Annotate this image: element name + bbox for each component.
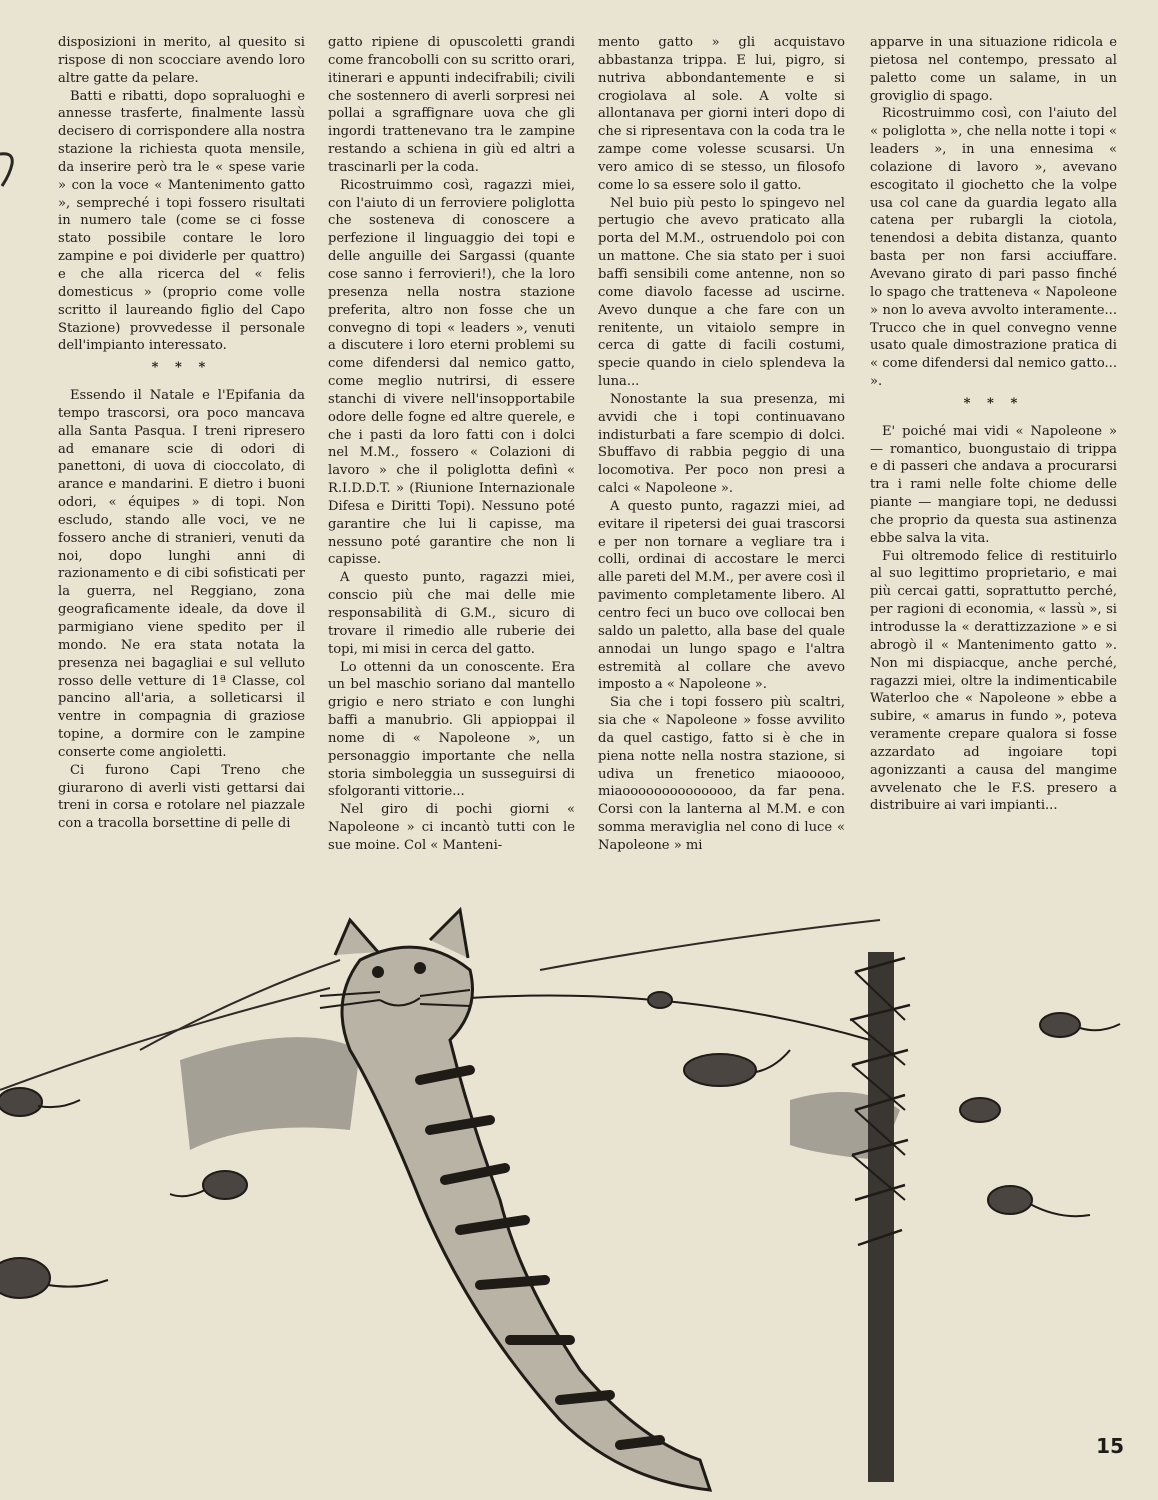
section-separator: * * * xyxy=(963,395,1024,411)
paragraph: Nonostante la sua presenza, mi avvidi che i topi continuavano indisturbati a fare scempio di dolci. Sbuffavo di rabbia peggio di una locomotiva. Per poco non presi a calci « Napoleone ». xyxy=(598,391,845,497)
mouse-icon xyxy=(960,1098,1000,1122)
mouse-icon xyxy=(1040,1013,1120,1037)
paragraph: A questo punto, ragazzi miei, conscio più che mai delle mie responsabilità di G.M., sicuro di trovare il rimedio alle ruberie dei topi, mi misi in cerca del gatto. xyxy=(328,570,575,657)
mice xyxy=(0,992,1120,1298)
paragraph: Lo ottenni da un conoscente. Era un bel maschio soriano dal mantello grigio e nero striato e con lunghi baffi a manubrio. Gli appioppai il nome di « Napoleone », un personaggio importante che nella storia simboleggia un susseguirsi di sfolgoranti vittorie... xyxy=(328,659,575,800)
mouse-icon xyxy=(0,1258,108,1298)
text-column-1 xyxy=(58,34,305,894)
mouse-icon xyxy=(170,1171,247,1199)
paragraph: E' poiché mai vidi « Napoleone » — romantico, buongustaio di trippa e di passeri che andava a procurarsi tra i rami nelle folte chiome delle piante — mangiare topi, ne dedussi che proprio da questa sua astinenza ebbe salva la vita. xyxy=(870,423,1117,546)
paragraph: Ricostruimmo così, con l'aiuto del « poliglotta », che nella notte i topi « leaders », in una ennesima « colazione di lavoro », avevano escogitato il giochetto che la volpe usa col cane da guardia legato alla catena per rubargli la ciotola, tenendosi a debita distanza, quanto basta per non farsi acciuffare. Avevano girato di pari passo finché lo spago che tratteneva « Napoleone » non lo aveva avvolto interamente... Trucco che in quel convegno venne usato quale dimostrazione pratica di « come difendersi dal nemico gatto... ». xyxy=(870,106,1117,390)
paragraph: disposizioni in merito, al quesito si rispose di non scocciare avendo loro altre gatte da pelare. xyxy=(58,35,305,86)
mouse-icon xyxy=(988,1186,1090,1216)
text-column-2 xyxy=(328,34,575,894)
text-column-3 xyxy=(598,34,845,894)
article-body xyxy=(58,34,1120,894)
paragraph: Ci furono Capi Treno che giurarono di averli visti gettarsi dai treni in corsa e rotolare nel piazzale con a tracolla borsettine di pelle di xyxy=(58,762,305,832)
paragraph: apparve in una situazione ridicola e pietosa nel contempo, pressato al paletto come un salame, in un groviglio di spago. xyxy=(870,35,1117,104)
cat-tied-to-post-illustration xyxy=(0,900,1158,1500)
paragraph: Fui oltremodo felice di restituirlo al suo legittimo proprietario, e mai più cercai gatti, soprattutto perché, per ragioni di economia, « lassù », si introdusse la « derattizzazione » e si abrogò il « Mantenimento gatto ». Non mi dispiacque, anche perché, ragazzi miei, oltre la indimenticabile Waterloo che « Napoleone » ebbe a subire, « amarus in fundo », poteva veramente crepare qualora si fosse azzardato ad ingoiare topi agonizzanti a causa del mangime avvelenato che le F.S. presero a distribuire ai vari impianti... xyxy=(870,548,1117,814)
wash-patches xyxy=(180,1037,900,1160)
pole xyxy=(850,952,910,1482)
paragraph: Sia che i topi fossero più scaltri, sia che « Napoleone » fosse avvilito da quel castigo, fatto si è che in piena notte nella nostra stazione, si udiva un frenetico miaooooo, miaoooooooooooooo, da far pena. Corsi con la lanterna al M.M. e con somma meraviglia nel cono di luce « Napoleone » mi xyxy=(598,695,845,853)
page-number: 15 xyxy=(1096,1434,1124,1458)
mouse-icon xyxy=(648,992,672,1008)
text-column-4 xyxy=(870,34,1117,894)
paragraph: Nel giro di pochi giorni « Napoleone » ci incantò tutti con le sue moine. Col « Manteni- xyxy=(328,802,575,853)
paragraph: Essendo il Natale e l'Epifania da tempo trascorsi, ora poco mancava alla Santa Pasqua. I treni ripresero ad emanare scie di odori di panettoni, di uova di cioccolato, di arance e mandarini. E dietro i buoni odori, « équipes » di topi. Non escludo, stando alle voci, ve ne fossero anche di stranieri, venuti da noi, dopo lunghi anni di razionamento e di cibi sofisticati per la guerra, nel Reggiano, zona geograficamente ideale, da dove il parmigiano viene spedito per il mondo. Ne era stata notata la presenza nei bagagliai e sul velluto rosso delle vetture di 1ª Classe, col pancino all'aria, a solleticarsi il ventre in compagnia di graziose topine, a dormire con le zampine conserte come angioletti. xyxy=(58,388,305,760)
paragraph: mento gatto » gli acquistavo abbastanza trippa. E lui, pigro, si nutriva abbondantemente e si crogiolava al sole. A volte si allontanava per giorni interi dopo di che si ripresentava con la coda tra le zampe come volesse scusarsi. Un vero amico di se stesso, un filosofo come lo sa essere solo il gatto. xyxy=(598,35,845,193)
paragraph: Batti e ribatti, dopo sopraluoghi e annesse trasferte, finalmente lassù decisero di corrispondere alla nostra stazione la richiesta quota mensile, da inserire però tra le « spese varie » con la voce « Mantenimento gatto », sempreché i topi fossero risultati in numero tale (come se ci fosse stato possibile contare le loro zampine e poi dividerle per quattro) e che alla ricerca del « felis domesticus » (proprio come volle scritto il laureando figlio del Capo Stazione) provvedesse il personale dell'impianto interessato. xyxy=(58,88,305,354)
mouse-icon xyxy=(684,1050,790,1086)
partial-drawing-stroke xyxy=(0,150,20,190)
paragraph: A questo punto, ragazzi miei, ad evitare il ripetersi dei guai trascorsi e per non tornare a vegliare tra i colli, ordinai di accostare le merci alle pareti del M.M., per avere così il pavimento completamente libero. Al centro feci un buco ove collocai ben saldo un paletto, alla base del quale annodai un lungo spago e l'altra estremità al collare che avevo imposto a « Napoleone ». xyxy=(598,498,845,693)
paragraph: gatto ripiene di opuscoletti grandi come francobolli con su scritto orari, itinerari e appunti indecifrabili; civili che sostennero di averli sorpresi nei pollai a sgraffignare uova che gli ingordi trattenevano tra le zampine restando a schiena in giù ed altri a trascinarli per la coda. xyxy=(328,35,575,175)
section-separator: * * * xyxy=(151,360,212,376)
paragraph: Nel buio più pesto lo spingevo nel pertugio che avevo praticato alla porta del M.M., ostruendolo poi con un mattone. Che sia stato per i suoi baffi sensibili come antenne, non so come diavolo facesse ad uscirne. Avevo dunque a che fare con un renitente, un vitaiolo sempre in cerca di gatte di facili costumi, specie quando in cielo splendeva la luna... xyxy=(598,195,845,390)
paragraph: Ricostruimmo così, ragazzi miei, con l'aiuto di un ferroviere poliglotta che sosteneva di conoscere a perfezione il linguaggio dei topi e delle anguille dei Sargassi (quante cose sanno i ferrovieri!), che la loro presenza nella nostra stazione preferita, altro non fosse che un convegno di topi « leaders », venuti a discutere i loro eterni problemi su come difendersi dal nemico gatto, come meglio nutrirsi, di essere stanchi di vivere nell'insopportabile odore delle fogne ed altre querele, e che i pasti da loro fatti con i dolci nel M.M., fossero « Colazioni di lavoro » che il poliglotta definì « R.I.D.D.T. » (Riunione Internazionale Difesa e Diritti Topi). Nessuno poté garantire che lui li capisse, ma nessuno poté garantire che non li capisse. xyxy=(328,177,575,568)
mouse-icon xyxy=(0,1088,80,1116)
